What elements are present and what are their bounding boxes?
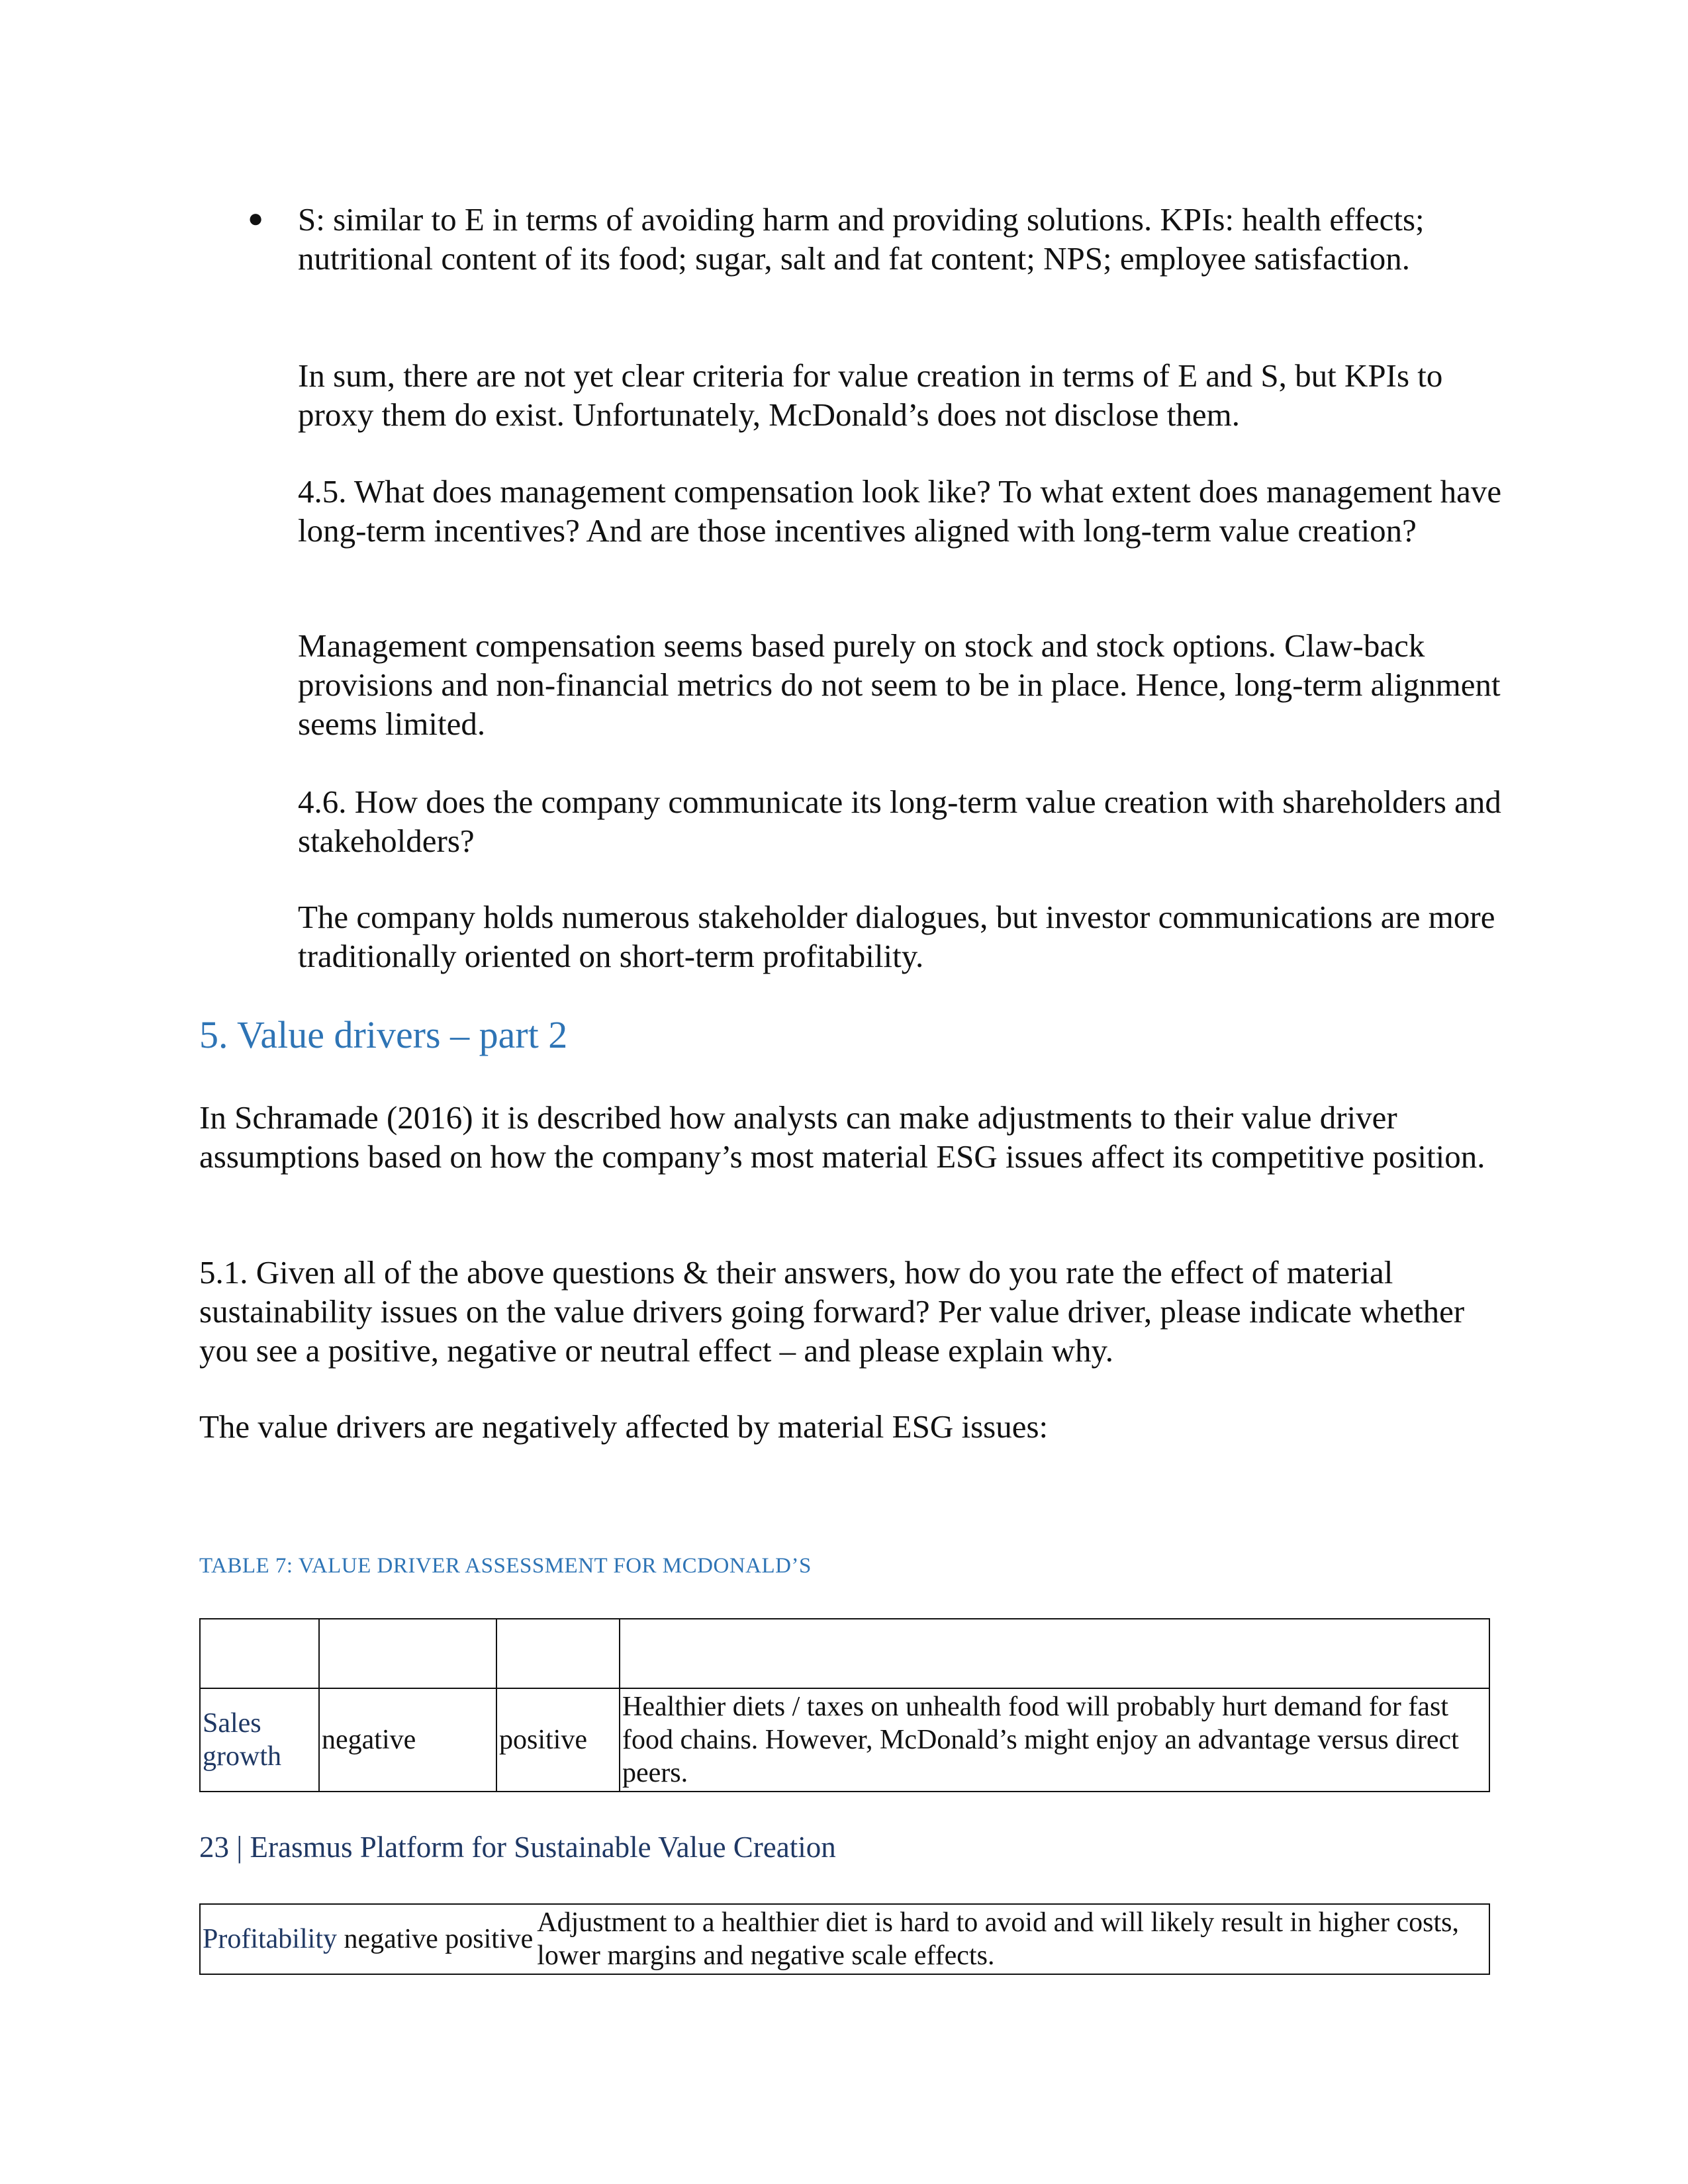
table-row <box>200 1688 1489 1792</box>
page-number: 23 <box>199 1831 229 1864</box>
answer-4-6: The company holds numerous stakeholder dialogues, but investor communications are more traditionally oriented on short-term profitability. <box>298 899 1495 974</box>
footer-title: Erasmus Platform for Sustainable Value Creation <box>250 1831 836 1864</box>
value-driver-table-continued <box>199 1903 1490 1975</box>
section-intro: In Schramade (2016) it is described how analysts can make adjustments to their value driver assumptions based on how the company’s most material ESG issues affect its competitive position. <box>199 1099 1485 1175</box>
table-caption: TABLE 7: VALUE DRIVER ASSESSMENT FOR MCDONALD’S <box>199 1554 812 1578</box>
answer-4-5: Management compensation seems based purely on stock and stock options. Claw-back provisions and non-financial metrics do not seem to be in place. Hence, long-term alignment seems limited. <box>298 627 1501 742</box>
table-row <box>200 1904 1489 1974</box>
table-header-row <box>200 1619 1489 1688</box>
driver-cell: Sales growth <box>200 1688 319 1792</box>
paragraph-sum: In sum, there are not yet clear criteria for value creation in terms of E and S, but KPIs to proxy them do exist. Unfortunately, McDonald’s does not disclose them. <box>298 357 1443 433</box>
page-footer: 23 | Erasmus Platform for Sustainable Value Creation <box>199 1831 836 1864</box>
bullet-s-text: S: similar to E in terms of avoiding harm and providing solutions. KPIs: health effects; nutritional content of its food; sugar, salt and fat content; NPS; employee satisfaction. <box>298 201 1425 277</box>
question-4-5: 4.5. What does management compensation look like? To what extent does management have long-term incentives? And are those incentives aligned with long-term value creation? <box>298 473 1502 549</box>
driver-cell: Profitability <box>203 1924 337 1954</box>
effect-cell: positive <box>445 1924 534 1954</box>
bullet-icon: ● <box>248 203 264 233</box>
effect-cell: negative <box>344 1924 438 1954</box>
effect-cell: negative <box>319 1688 496 1792</box>
section-heading: 5. Value drivers – part 2 <box>199 1013 568 1056</box>
answer-5-1: The value drivers are negatively affected by material ESG issues: <box>199 1408 1049 1445</box>
effect-cell: positive <box>496 1688 620 1792</box>
question-4-6: 4.6. How does the company communicate its long-term value creation with shareholders and stakeholders? <box>298 784 1501 859</box>
explanation-cell: Healthier diets / taxes on unhealth food will probably hurt demand for fast food chains. However, McDonald’s might enjoy an advantage versus direct peers. <box>620 1688 1489 1792</box>
explanation-cell: Adjustment to a healthier diet is hard to avoid and will likely result in higher costs, lower margins and negative scale effects. <box>535 1904 1489 1974</box>
value-driver-table <box>199 1618 1490 1792</box>
question-5-1: 5.1. Given all of the above questions & their answers, how do you rate the effect of material sustainability issues on the value drivers going forward? Per value driver, please indicate whether you see a positive, negative or neutral effect – and please explain why. <box>199 1254 1465 1369</box>
